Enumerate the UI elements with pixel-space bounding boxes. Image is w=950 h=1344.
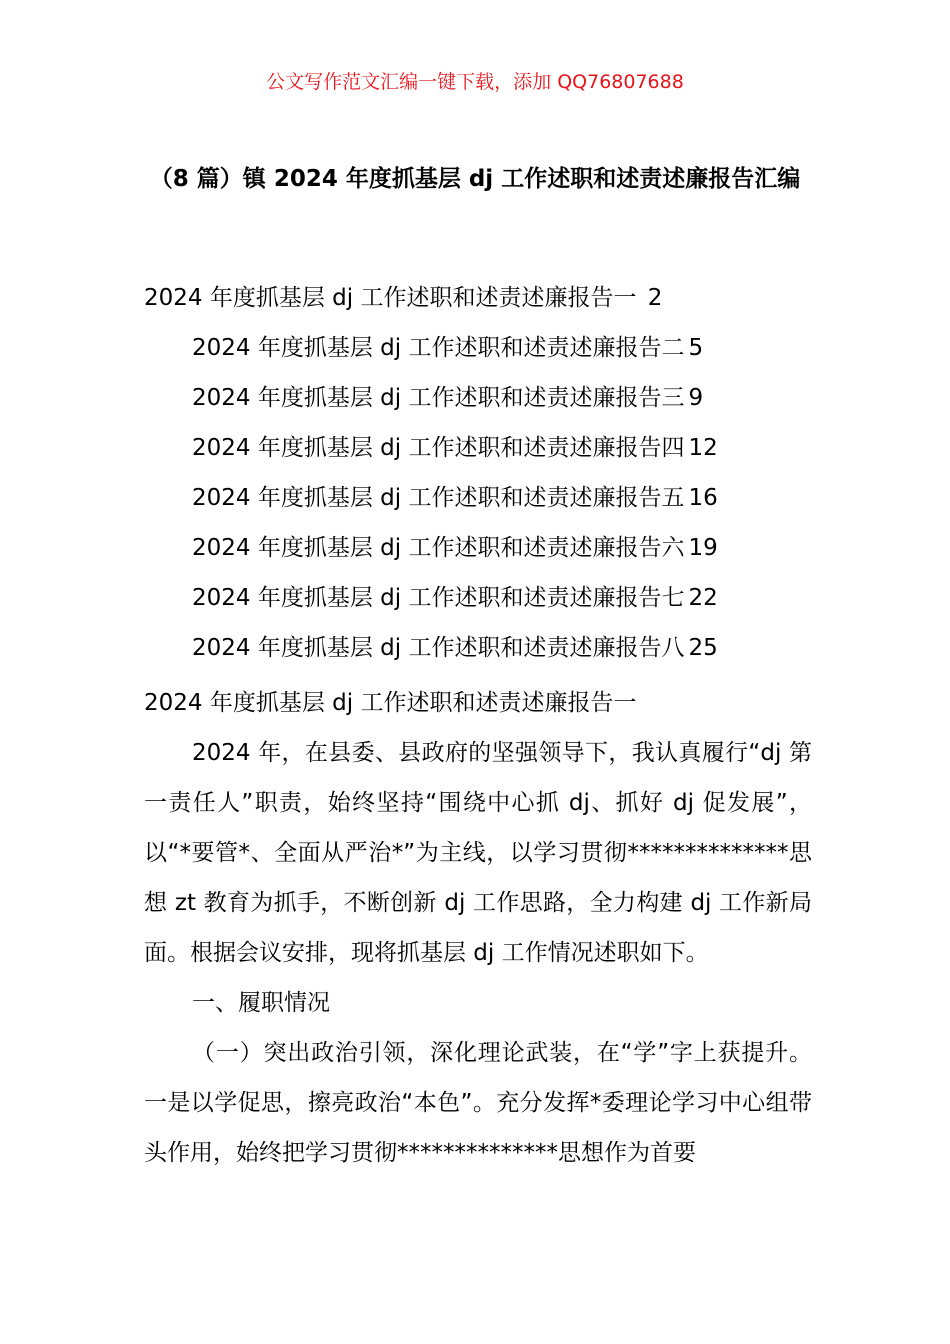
intro-paragraph: 2024 年，在县委、县政府的坚强领导下，我认真履行“dj 第一责任人”职责，始终坚持“围绕中心抓 dj、抓好 dj 促发展”，以“*要管*、全面从严治*”为主线，以学习贯彻**************思想 zt 教育为抓手，不断创新 dj 工作思路，全力构建 dj 工作新局面。根据会议安排，现将抓基层 dj 工作情况述职如下。 bbox=[144, 740, 812, 966]
toc-entry-label: 2024 年度抓基层 dj 工作述职和述责述廉报告二 bbox=[192, 335, 685, 361]
toc-entry-page: 22 bbox=[688, 585, 718, 611]
toc-entry-5[interactable] bbox=[144, 480, 824, 530]
toc-entry-page: 9 bbox=[688, 385, 704, 411]
table-of-contents bbox=[144, 280, 824, 680]
toc-entry-7[interactable] bbox=[144, 580, 824, 630]
toc-entry-label: 2024 年度抓基层 dj 工作述职和述责述廉报告三 bbox=[192, 385, 685, 411]
toc-entry-page: 12 bbox=[688, 435, 718, 461]
section-heading: 2024 年度抓基层 dj 工作述职和述责述廉报告一 bbox=[144, 690, 637, 716]
toc-entry-label: 2024 年度抓基层 dj 工作述职和述责述廉报告一 bbox=[144, 285, 637, 311]
toc-entry-8[interactable] bbox=[144, 630, 824, 680]
download-banner: 公文写作范文汇编一键下载，添加 QQ76807688 bbox=[266, 71, 684, 93]
paragraph-political-guidance: （一）突出政治引领，深化理论武装，在“学”字上获提升。一是以学促思，擦亮政治“本色”。充分发挥*委理论学习中心组带头作用，始终把学习贯彻**************思想作为首要 bbox=[144, 1040, 812, 1166]
document-title: （8 篇）镇 2024 年度抓基层 dj 工作述职和述责述廉报告汇编 bbox=[149, 166, 801, 192]
subheading-performance: 一、履职情况 bbox=[192, 990, 330, 1016]
toc-entry-page: 25 bbox=[688, 635, 718, 661]
toc-entry-label: 2024 年度抓基层 dj 工作述职和述责述廉报告六 bbox=[192, 535, 685, 561]
toc-entry-label: 2024 年度抓基层 dj 工作述职和述责述廉报告八 bbox=[192, 635, 685, 661]
toc-entry-label: 2024 年度抓基层 dj 工作述职和述责述廉报告四 bbox=[192, 435, 685, 461]
toc-entry-page: 16 bbox=[688, 485, 718, 511]
toc-entry-6[interactable] bbox=[144, 530, 824, 580]
toc-entry-1[interactable] bbox=[144, 280, 824, 330]
toc-entry-2[interactable] bbox=[144, 330, 824, 380]
toc-entry-label: 2024 年度抓基层 dj 工作述职和述责述廉报告七 bbox=[192, 585, 685, 611]
toc-entry-page: 2 bbox=[647, 285, 663, 311]
toc-entry-label: 2024 年度抓基层 dj 工作述职和述责述廉报告五 bbox=[192, 485, 685, 511]
document-body bbox=[144, 678, 812, 1178]
toc-entry-page: 5 bbox=[688, 335, 704, 361]
toc-entry-page: 19 bbox=[688, 535, 718, 561]
toc-entry-3[interactable] bbox=[144, 380, 824, 430]
toc-entry-4[interactable] bbox=[144, 430, 824, 480]
